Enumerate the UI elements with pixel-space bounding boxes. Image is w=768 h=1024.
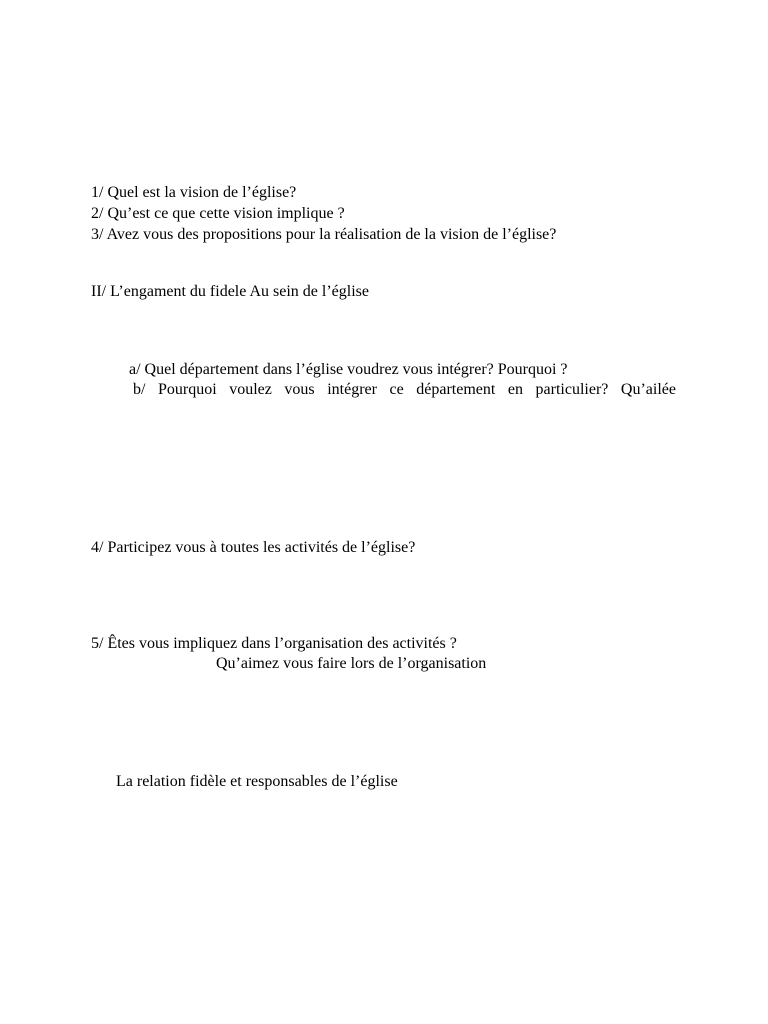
sub-question-b-word: intégrer — [327, 381, 377, 398]
sub-question-b-word: Pourquoi — [158, 381, 217, 398]
section-heading-relation: La relation fidèle et responsables de l’église — [116, 773, 398, 790]
sub-question-b-word: ce — [389, 381, 404, 398]
question-3: 3/ Avez vous des propositions pour la réalisation de la vision de l’église? — [91, 226, 557, 243]
sub-question-b-word: en — [507, 381, 523, 398]
sub-question-b-word: Qu’ailée — [620, 381, 676, 398]
question-4: 4/ Participez vous à toutes les activités de l’église? — [91, 539, 416, 556]
question-5: 5/ Êtes vous impliquez dans l’organisation des activités ? — [91, 635, 457, 652]
sub-question-b — [133, 380, 676, 400]
question-1: 1/ Quel est la vision de l’église? — [91, 184, 297, 201]
section-heading-engagement: II/ L’engament du fidele Au sein de l’église — [91, 283, 369, 300]
sub-question-b-word: vous — [284, 381, 315, 398]
sub-question-b-word: voulez — [229, 381, 272, 398]
sub-question-b-word: département — [416, 381, 496, 398]
question-2: 2/ Qu’est ce que cette vision implique ? — [91, 205, 345, 222]
sub-question-a: a/ Quel département dans l’église voudrez vous intégrer? Pourquoi ? — [129, 361, 568, 378]
question-5-followup: Qu’aimez vous faire lors de l’organisation — [216, 655, 487, 672]
sub-question-b-word: b/ — [133, 381, 146, 398]
sub-question-b-word: particulier? — [535, 381, 609, 398]
